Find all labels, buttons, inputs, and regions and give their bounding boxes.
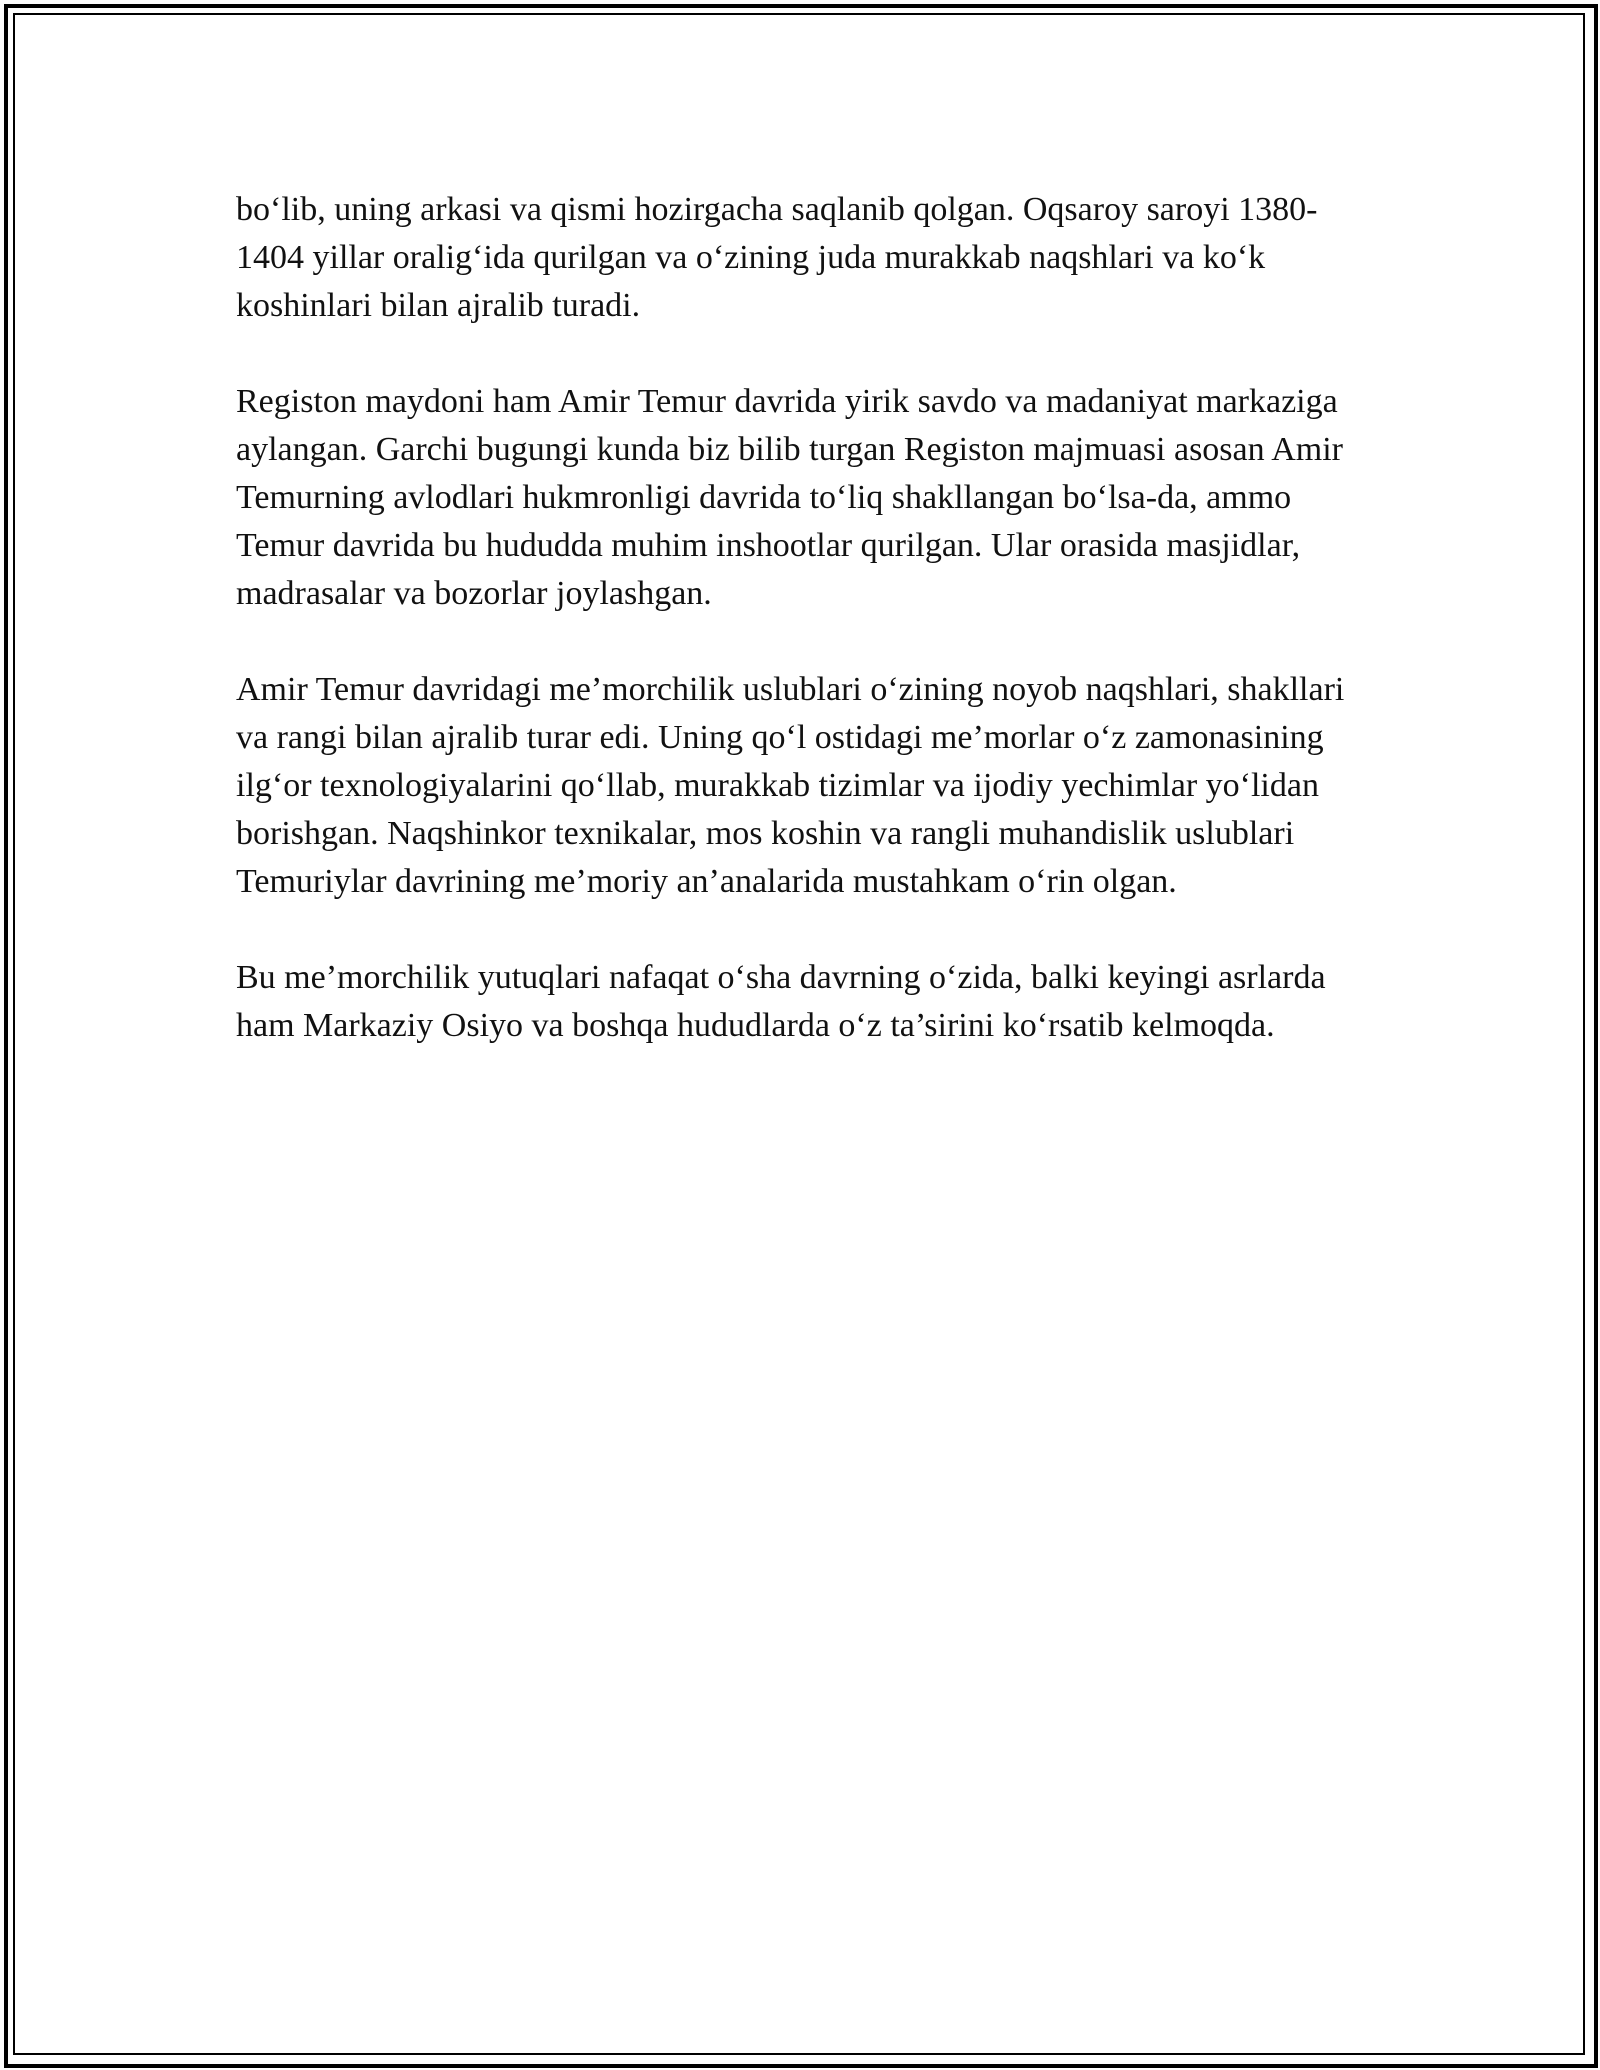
paragraph-legacy: Bu me’morchilik yutuqlari nafaqat o‘sha davrning o‘zida, balki keyingi asrlarda ham Markaziy Osiyo va boshqa hududlarda o‘z ta’sirini ko‘rsatib kelmoqda. bbox=[236, 959, 1326, 1044]
document-body bbox=[236, 186, 1376, 1050]
paragraph-architecture-styles: Amir Temur davridagi me’morchilik uslublari o‘zining noyob naqshlari, shakllari va rangi bilan ajralib turar edi. Uning qo‘l ostidagi me’morlar o‘z zamonasining ilg‘or texnologiyalarini qo‘llab, murakkab tizimlar va ijodiy yechimlar yo‘lidan borishgan. Naqshinkor texnikalar, mos koshin va rangli muhandislik uslublari Temuriylar davrining me’moriy an’analarida mustahkam o‘rin olgan. bbox=[236, 671, 1345, 900]
paragraph-oqsaroy: bo‘lib, uning arkasi va qismi hozirgacha saqlanib qolgan. Oqsaroy saroyi 1380-1404 yillar oralig‘ida qurilgan va o‘zining juda murakkab naqshlari va ko‘k koshinlari bilan ajralib turadi. bbox=[236, 191, 1318, 324]
paragraph-registon: Registon maydoni ham Amir Temur davrida yirik savdo va madaniyat markaziga aylangan. Garchi bugungi kunda biz bilib turgan Registon majmuasi asosan Amir Temurning avlodlari hukmronligi davrida to‘liq shakllangan bo‘lsa-da, ammo Temur davrida bu hududda muhim inshootlar qurilgan. Ular orasida masjidlar, madrasalar va bozorlar joylashgan. bbox=[236, 383, 1344, 612]
